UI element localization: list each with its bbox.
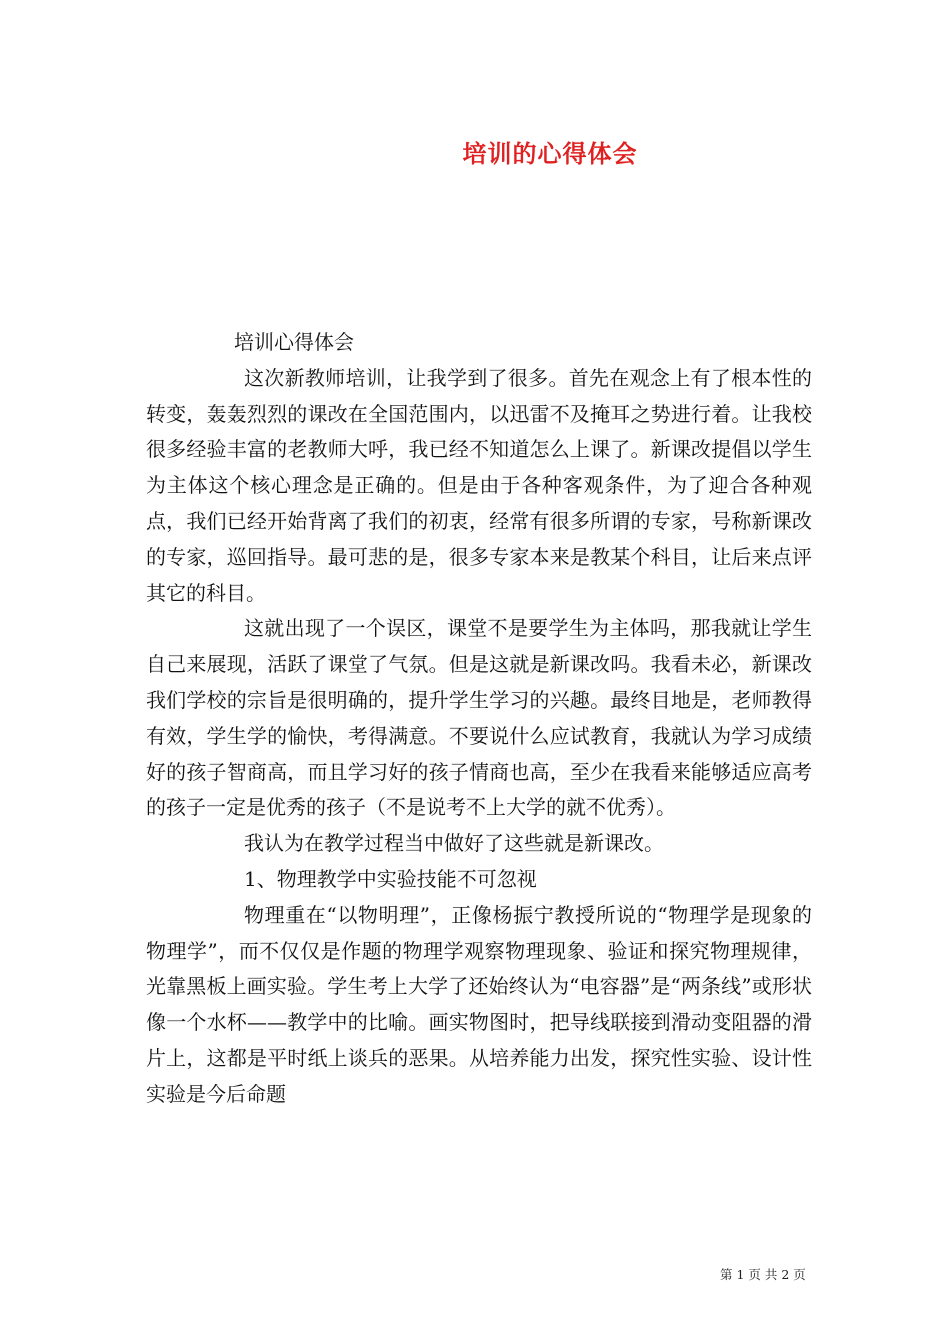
section-heading: 培训心得体会 — [234, 330, 354, 354]
paragraph-2: 这就出现了一个误区，课堂不是要学生为主体吗，那我就让学生自己来展现，活跃了课堂了气氛。但是这就是新课改吗。我看未必，新课改我们学校的宗旨是很明确的，提升学生学习的兴趣。最终目地是，老师教得有效，学生学的愉快，考得满意。不要说什么应试教育，我就认为学习成绩好的孩子智商高，而且学习好的孩子情商也高，至少在我看来能够适应高考的孩子一定是优秀的孩子（不是说考不上大学的就不优秀）。 — [146, 616, 812, 820]
numbered-heading-1: 1、物理教学中实验技能不可忽视 — [244, 866, 537, 891]
paragraph-4: 物理重在“以物明理”，正像杨振宁教授所说的“物理学是现象的物理学”，而不仅仅是作题的物理学观察物理现象、验证和探究物理规律，光靠黑板上画实验。学生考上大学了还始终认为“电容器”是“两条线”或形状像一个水杯——教学中的比喻。画实物图时，把导线联接到滑动变阻器的滑片上，这都是平时纸上谈兵的恶果。从培养能力出发，探究性实验、设计性实验是今后命题 — [146, 902, 812, 1106]
paragraph-1: 这次新教师培训，让我学到了很多。首先在观念上有了根本性的转变，轰轰烈烈的课改在全国范围内，以迅雷不及掩耳之势进行着。让我校很多经验丰富的老教师大呼，我已经不知道怎么上课了。新课改提倡以学生为主体这个核心理念是正确的。但是由于各种客观条件，为了迎合各种观点，我们已经开始背离了我们的初衷，经常有很多所谓的专家，号称新课改的专家，巡回指导。最可悲的是，很多专家本来是教某个科目，让后来点评其它的科目。 — [146, 365, 812, 605]
document-body — [146, 325, 812, 1113]
document-title: 培训的心得体会 — [462, 139, 638, 168]
page-footer: 第 1 页 共 2 页 — [720, 1267, 806, 1282]
paragraph-3: 我认为在教学过程当中做好了这些就是新课改。 — [244, 831, 664, 856]
